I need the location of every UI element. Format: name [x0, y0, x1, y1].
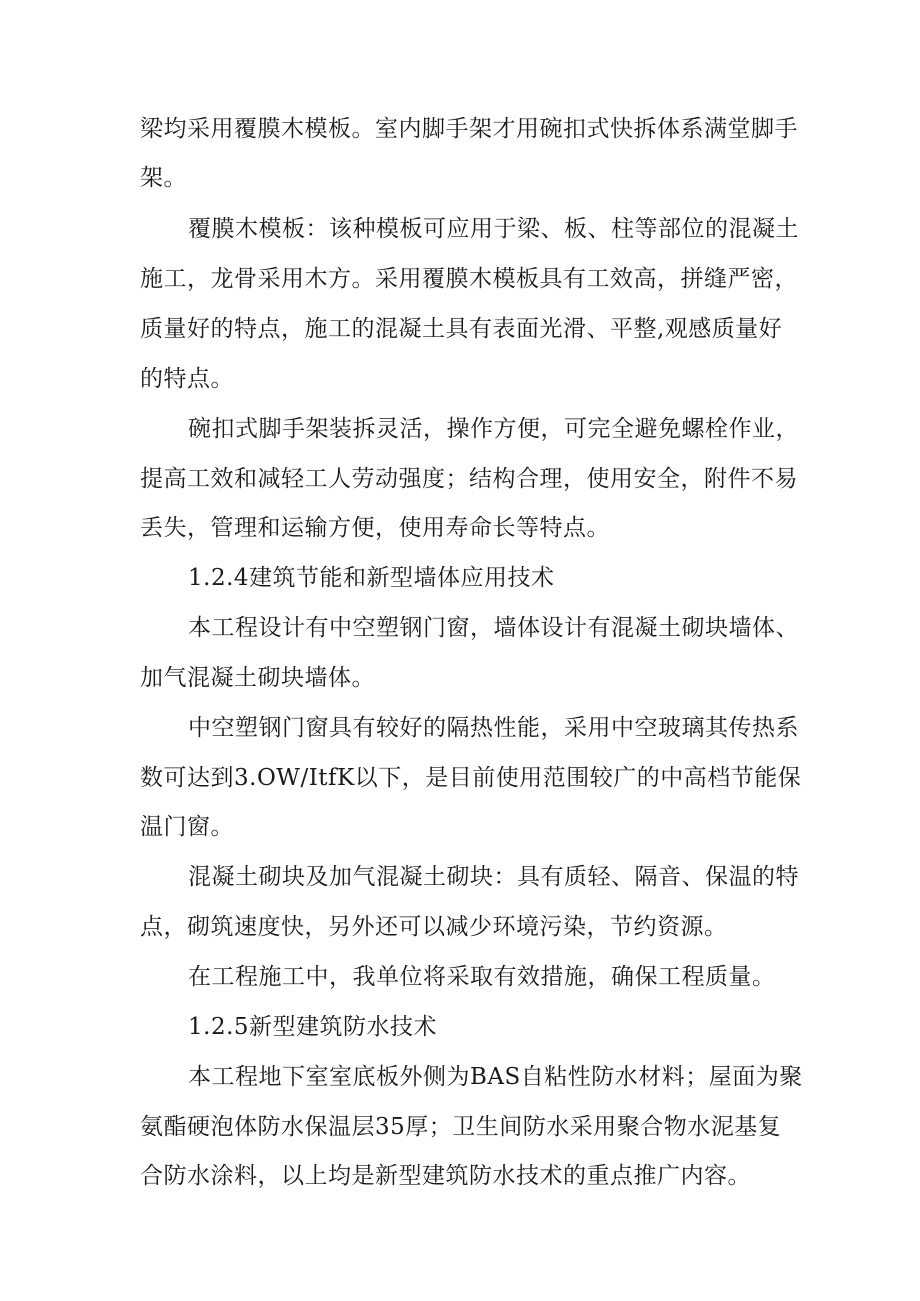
- section-heading: 1.2.5新型建筑防水技术: [188, 1014, 438, 1040]
- text-line: 提高工效和减轻工人劳动强度；结构合理，使用安全，附件不易: [140, 466, 798, 492]
- text-line: 施工，龙骨采用木方。采用覆膜木模板具有工效高，拼缝严密，: [140, 266, 798, 292]
- text-line: 温门窗。: [140, 814, 234, 840]
- text-line: 合防水涂料，以上均是新型建筑防水技术的重点推广内容。: [140, 1163, 751, 1189]
- text-line: 氨酯硬泡体防水保温层35厚；卫生间防水采用聚合物水泥基复: [140, 1114, 782, 1140]
- text-line: 丢失，管理和运输方便，使用寿命长等特点。: [140, 515, 610, 541]
- text-line: 架。: [140, 165, 187, 191]
- section-heading: 1.2.4建筑节能和新型墙体应用技术: [188, 565, 555, 591]
- text-line: 在工程施工中，我单位将采取有效措施，确保工程质量。: [188, 964, 776, 990]
- text-line: 混凝土砌块及加气混凝土砌块：具有质轻、隔音、保温的特: [188, 864, 799, 890]
- text-line: 碗扣式脚手架装拆灵活，操作方便，可完全避免螺栓作业，: [188, 416, 799, 442]
- text-line: 中空塑钢门窗具有较好的隔热性能，采用中空玻璃其传热系: [188, 715, 799, 741]
- text-line: 本工程地下室室底板外侧为BAS自粘性防水材料；屋面为聚: [188, 1064, 803, 1090]
- text-line: 点，砌筑速度快，另外还可以减少环境污染，节约资源。: [140, 914, 728, 940]
- text-line: 梁均采用覆膜木模板。室内脚手架才用碗扣式快拆体系满堂脚手: [140, 116, 798, 142]
- text-line: 质量好的特点，施工的混凝土具有表面光滑、平整,观感质量好: [140, 316, 783, 342]
- text-line: 数可达到3.OW/ItfK以下，是目前使用范围较广的中高档节能保: [140, 765, 802, 791]
- text-line: 加气混凝土砌块墙体。: [140, 665, 375, 691]
- text-line: 本工程设计有中空塑钢门窗，墙体设计有混凝土砌块墙体、: [188, 615, 799, 641]
- text-line: 覆膜木模板：该种模板可应用于梁、板、柱等部位的混凝土: [188, 216, 799, 242]
- text-line: 的特点。: [140, 366, 234, 392]
